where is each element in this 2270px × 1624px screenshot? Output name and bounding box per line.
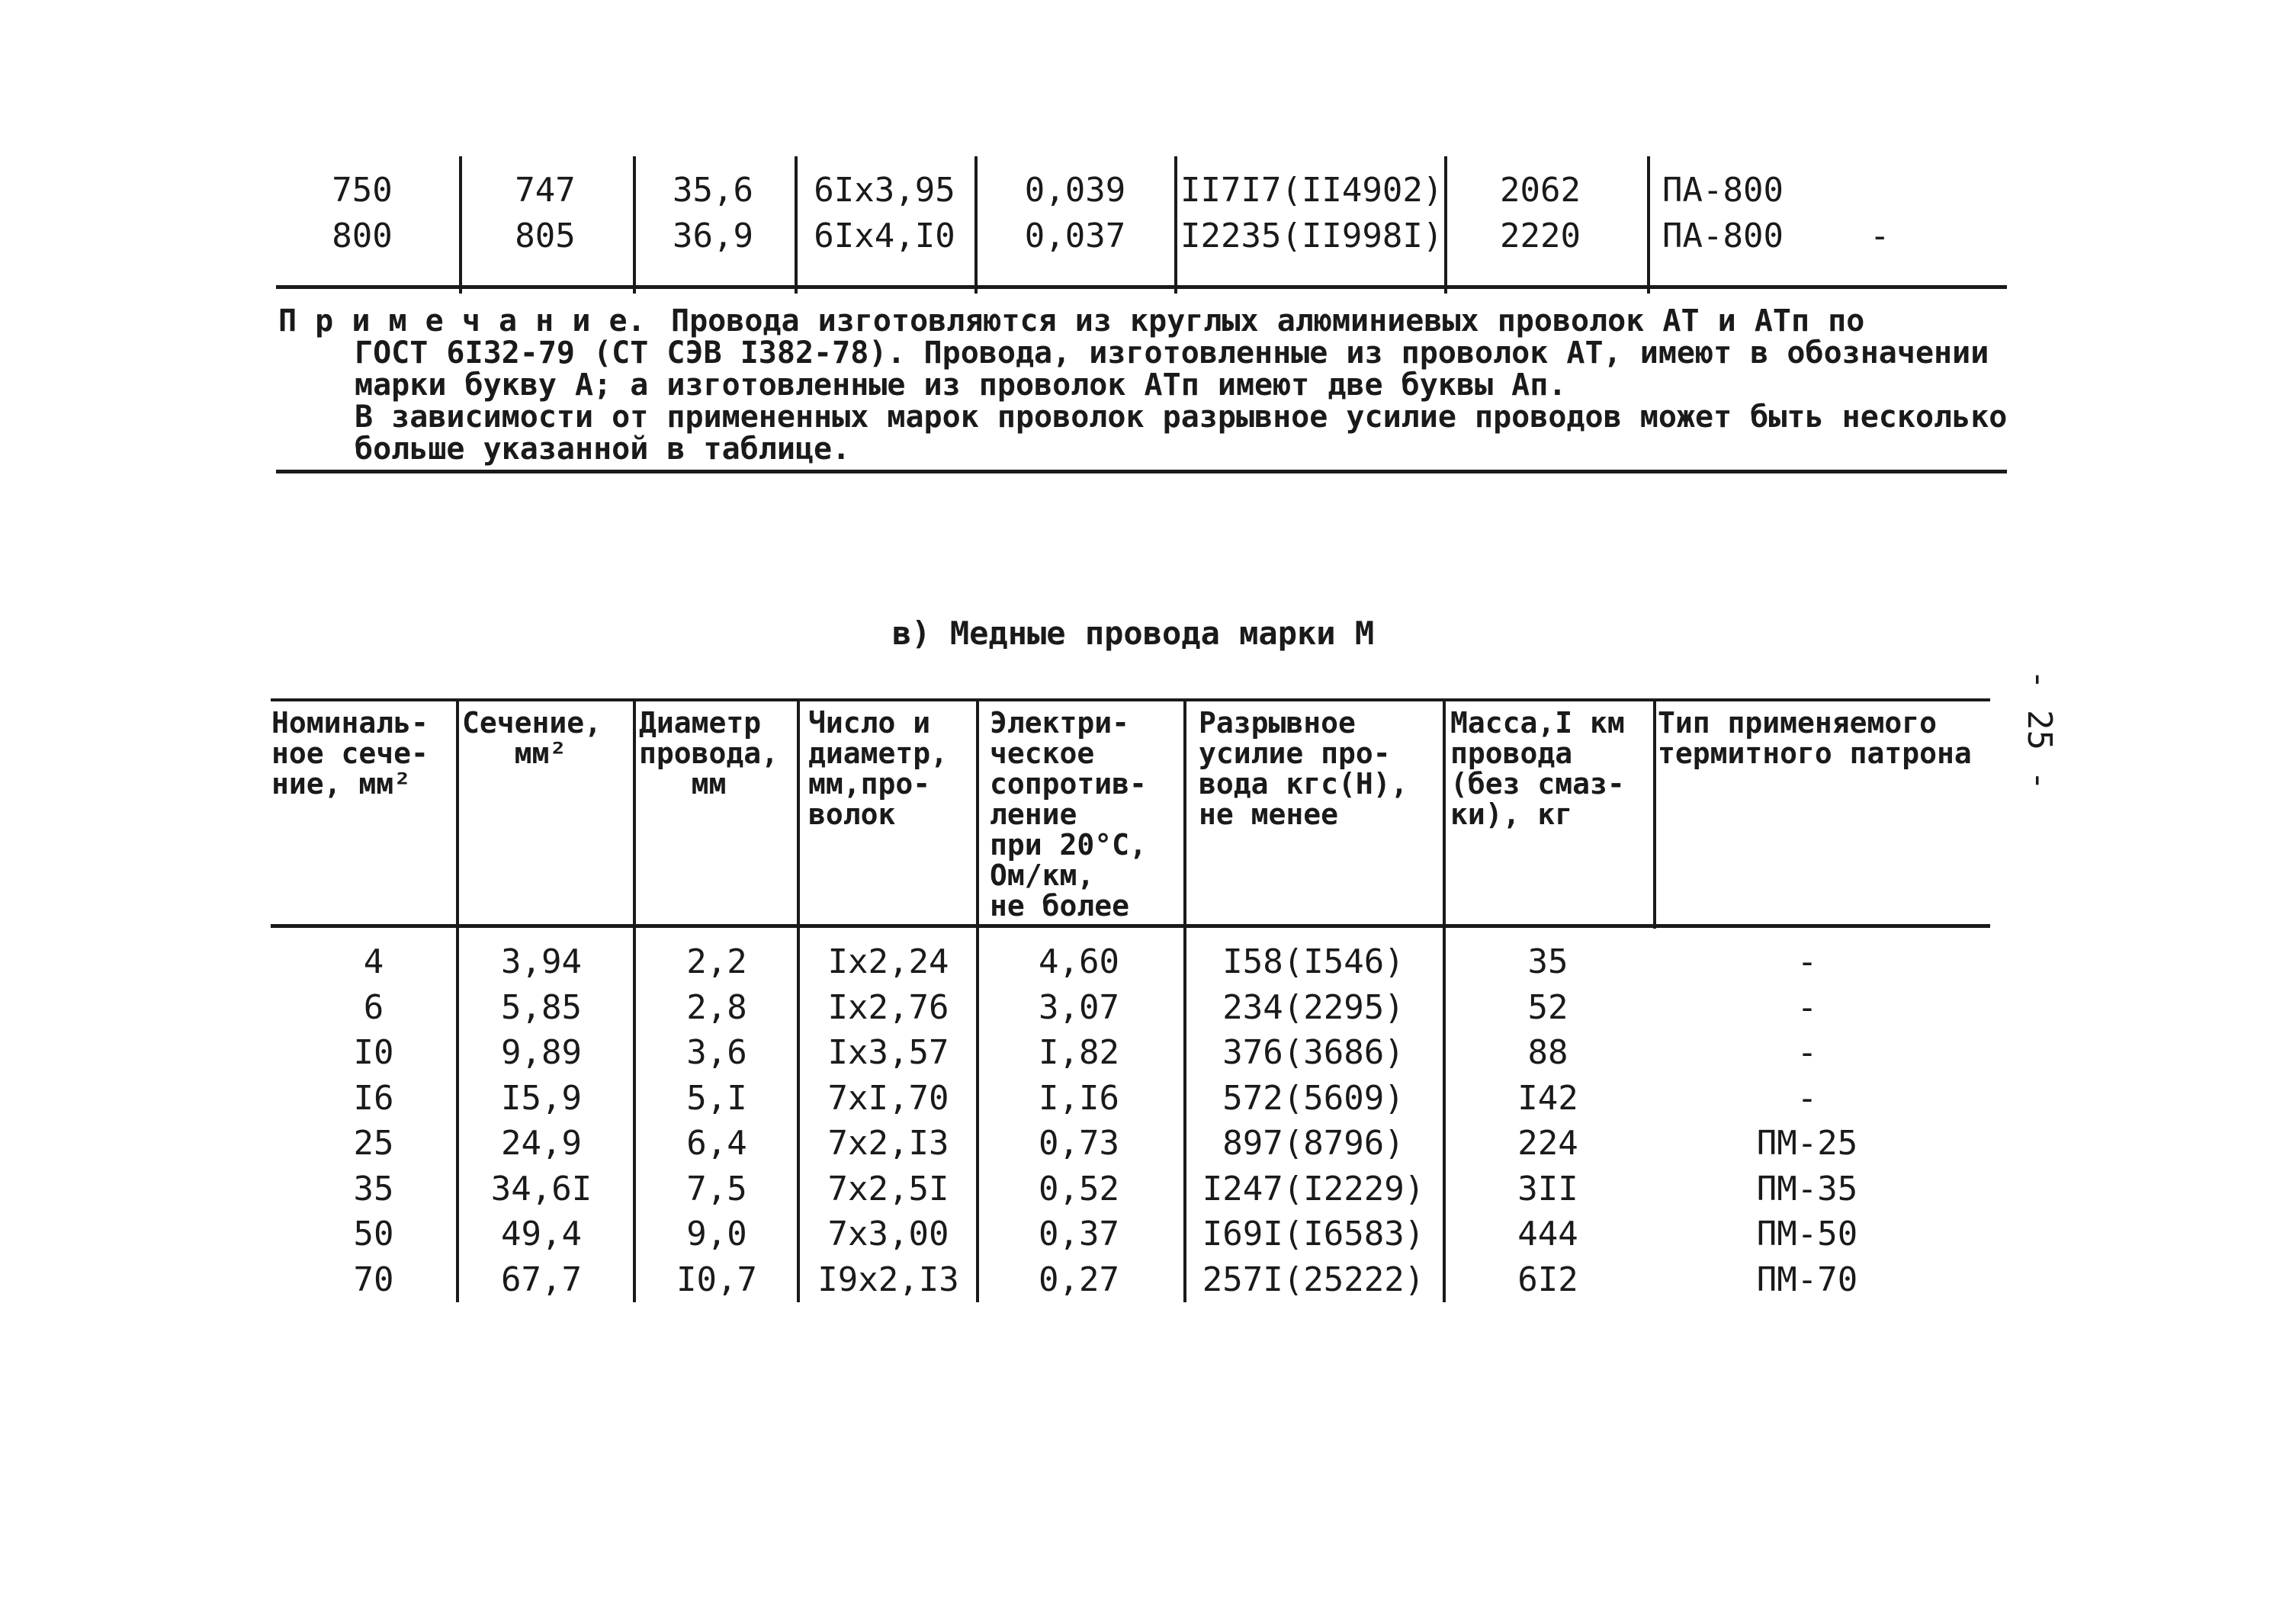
note-line: Провода изготовляются из круглых алюминиевых проволок АТ и АТп по [671,303,1865,339]
force-cell: I2235(II998I) [1180,217,1443,255]
section-cell: 805 [515,217,576,255]
force-cell: II7I7(II4902) [1180,171,1443,210]
section-cell: I5,9 [501,1078,582,1118]
column-divider [1174,156,1177,294]
wires-cell: I9х2,I3 [817,1260,959,1299]
note-label: П р и м е ч а н и е. [278,303,646,339]
wires-cell: 7х2,I3 [827,1124,949,1163]
nominal-cell: 750 [332,171,393,210]
column-divider [1647,156,1650,294]
section-title: в) Медные провода марки М [892,615,1375,652]
resistance-cell: 0,52 [1039,1169,1119,1208]
nominal-cell: 4 [363,942,384,981]
header-cartridge: Тип применяемого термитного патрона [1658,706,1972,770]
cartridge-cell: - [1796,1033,1818,1072]
section-cell: 24,9 [501,1124,582,1163]
diameter-cell: 9,0 [686,1215,747,1253]
mass-cell: 224 [1517,1124,1578,1163]
diameter-cell: 3,6 [686,1033,747,1072]
column-divider [633,700,636,1302]
wires-cell: Iх3,57 [827,1033,949,1072]
column-divider [459,156,462,294]
section-cell: 3,94 [501,942,582,981]
wires-cell: 7хI,70 [827,1078,949,1118]
section-cell: 9,89 [501,1033,582,1072]
wires-cell: Iх2,24 [827,942,949,981]
mass-cell: 35 [1527,942,1568,981]
nominal-cell: I0 [353,1033,394,1072]
header-wires: Число и диаметр, мм,про- волок [808,706,949,831]
nominal-cell: 50 [353,1215,394,1253]
mass-cell: 6I2 [1517,1260,1578,1299]
note-line: ГОСТ 6I32-79 (СТ СЭВ I382-78). Провода, изготовленные из проволок АТ, имеют в обозначении [355,335,1989,371]
resistance-cell: I,82 [1039,1033,1119,1072]
cartridge-cell: - [1796,942,1818,981]
table-top-rule [271,698,1990,701]
column-divider [974,156,978,294]
resistance-cell: 3,07 [1039,987,1119,1027]
nominal-cell: I6 [353,1078,394,1118]
column-divider [1183,700,1186,1302]
column-divider [1443,700,1446,1302]
header-nominal: Номиналь- ное сече- ние, мм² [271,706,429,801]
force-cell: 897(8796) [1222,1124,1405,1163]
section-cell: 49,4 [501,1215,582,1253]
nominal-cell: 70 [353,1260,394,1299]
force-cell: I247(I2229) [1202,1169,1425,1208]
nominal-cell: 6 [363,987,384,1027]
force-cell: 257I(25222) [1202,1260,1425,1299]
mass-cell: 444 [1517,1215,1578,1253]
cartridge-cell: ПА-800 [1662,171,1784,210]
resistance-cell: 0,037 [1024,217,1126,255]
column-divider [976,700,979,1302]
mass-cell: 88 [1527,1033,1568,1072]
cartridge-cell: ПМ-70 [1756,1260,1858,1299]
resistance-cell: 0,37 [1039,1215,1119,1253]
resistance-cell: 0,73 [1039,1124,1119,1163]
wires-cell: 7х2,5I [827,1169,949,1208]
cartridge-cell: ПМ-50 [1756,1215,1858,1253]
resistance-cell: 0,27 [1039,1260,1119,1299]
column-divider [1653,700,1656,929]
header-resistance: Электри- ческое сопротив- ление при 20°С, Ом/км, не более [990,706,1147,923]
wires-cell: 6Iх4,I0 [814,217,955,255]
wires-cell: 7х3,00 [827,1215,949,1253]
mass-cell: 2220 [1500,217,1581,255]
diameter-cell: 36,9 [673,217,753,255]
section-cell: 67,7 [501,1260,582,1299]
note-line: больше указанной в таблице. [355,432,851,467]
header-force: Разрывное усилие про- вода кгс(Н), не менее [1199,706,1408,831]
section-cell: 5,85 [501,987,582,1027]
nominal-cell: 800 [332,217,393,255]
diameter-cell: 5,I [686,1078,747,1118]
diameter-cell: 2,2 [686,942,747,981]
column-divider [797,700,800,1302]
nominal-cell: 35 [353,1169,394,1208]
diameter-cell: 6,4 [686,1124,747,1163]
page-number: - 25 - [2020,669,2059,791]
nominal-cell: 25 [353,1124,394,1163]
cartridge-cell: ПМ-25 [1756,1124,1858,1163]
header-bottom-rule [271,924,1990,928]
resistance-cell: I,I6 [1039,1078,1119,1118]
cartridge-cell: - [1796,1078,1818,1118]
section-cell: 34,6I [490,1169,592,1208]
wires-cell: 6Iх3,95 [814,171,955,210]
extra-cell: - [1870,217,1890,255]
note-bottom-rule [276,470,2007,473]
diameter-cell: 35,6 [673,171,753,210]
section-cell: 747 [515,171,576,210]
force-cell: 572(5609) [1222,1078,1405,1118]
diameter-cell: I0,7 [676,1260,757,1299]
header-diameter: Диаметр провода, мм [639,706,779,801]
table-bottom-rule [276,285,2007,289]
force-cell: I58(I546) [1222,942,1405,981]
note-line: В зависимости от примененных марок проволок разрывное усилие проводов может быть несколько [355,400,2008,435]
mass-cell: 52 [1527,987,1568,1027]
cartridge-cell: ПА-800 [1662,217,1784,255]
mass-cell: I42 [1517,1078,1578,1118]
force-cell: 376(3686) [1222,1033,1405,1072]
force-cell: 234(2295) [1222,987,1405,1027]
header-mass: Масса,I км провода (без смаз- ки), кг [1450,706,1625,831]
column-divider [1444,156,1447,294]
resistance-cell: 4,60 [1039,942,1119,981]
column-divider [633,156,636,294]
force-cell: I69I(I6583) [1202,1215,1425,1253]
header-section: Сечение, мм² [462,706,602,770]
cartridge-cell: ПМ-35 [1756,1169,1858,1208]
mass-cell: 3II [1517,1169,1578,1208]
column-divider [795,156,798,294]
wires-cell: Iх2,76 [827,987,949,1027]
note-line: марки букву А; а изготовленные из проволок АТп имеют две буквы Ап. [355,367,1567,403]
mass-cell: 2062 [1500,171,1581,210]
cartridge-cell: - [1796,987,1818,1027]
resistance-cell: 0,039 [1024,171,1126,210]
diameter-cell: 2,8 [686,987,747,1027]
column-divider [456,700,459,1302]
diameter-cell: 7,5 [686,1169,747,1208]
